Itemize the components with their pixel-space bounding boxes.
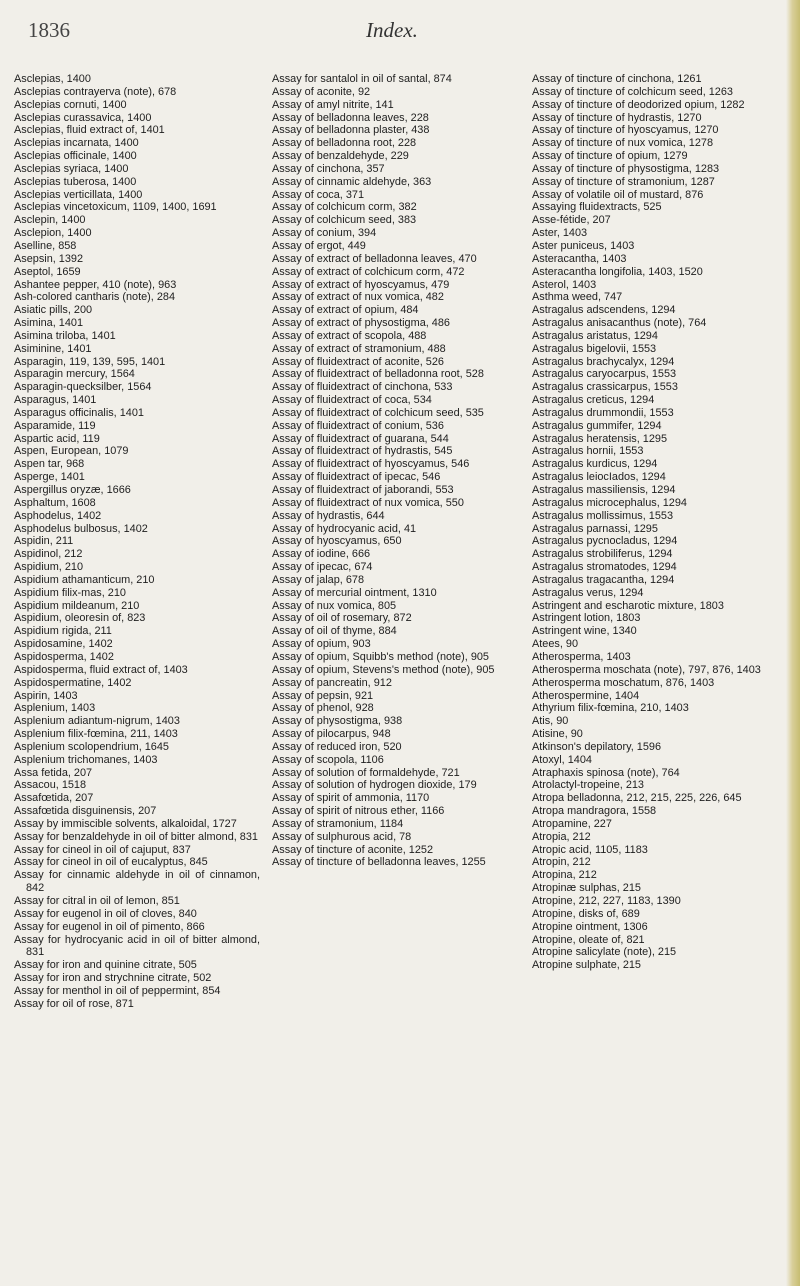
index-entry: Assay of hydrocyanic acid, 41 (272, 522, 417, 535)
index-entry: Assay of pancreatin, 912 (272, 676, 392, 689)
index-entry: Asimina triloba, 1401 (14, 329, 116, 342)
index-entry: Atropinæ sulphas, 215 (532, 882, 641, 895)
index-entry: Assay of fluidextract of cinchona, 533 (272, 381, 453, 394)
index-entry: Assay for eugenol in oil of pimento, 866 (14, 920, 205, 933)
index-entry: Assay of fluidextract of conium, 536 (272, 419, 444, 432)
index-entry: Assay of tincture of opium, 1279 (532, 150, 688, 163)
index-entry: Astringent and escharotic mixture, 1803 (532, 599, 724, 612)
index-entry: Astragalus crassicarpus, 1553 (532, 381, 678, 394)
index-entry: Astragalus anisacanthus (note), 764 (532, 317, 707, 330)
index-entry: Aspirin, 1403 (14, 689, 78, 702)
index-entry: Asplenium adiantum-nigrum, 1403 (14, 715, 180, 728)
index-entry: Astragalus gummifer, 1294 (532, 419, 662, 432)
index-entry: Assay of tincture of hyoscyamus, 1270 (532, 124, 719, 137)
index-entry: Asimina, 1401 (14, 317, 84, 330)
index-entry: Assay for cinnamic aldehyde in oil of cinnamon, 842 (14, 869, 260, 895)
index-entry: Astragalus pycnocladus, 1294 (532, 535, 678, 548)
index-entry: Asclepias, 1400 (14, 73, 91, 85)
index-entry: Astragalus microcephalus, 1294 (532, 496, 687, 509)
index-entry: Athyrium filix-fœmina, 210, 1403 (532, 702, 689, 715)
index-entry: Ash-colored cantharis (note), 284 (14, 291, 176, 304)
index-entry: Assay of cinchona, 357 (272, 162, 385, 175)
index-entry: Assay of tincture of hydrastis, 1270 (532, 111, 702, 124)
index-entry: Atherosperma, 1403 (532, 650, 631, 663)
index-entry: Astringent lotion, 1803 (532, 612, 641, 625)
index-entry: Assay of tincture of physostigma, 1283 (532, 162, 720, 175)
index-entry: Assay of scopola, 1106 (272, 753, 384, 766)
index-entry: Asthma weed, 747 (532, 291, 623, 304)
index-entry: Assay of opium, Squibb's method (note), 905 (272, 650, 489, 663)
index-entry: Assay of fluidextract of ipecac, 546 (272, 471, 441, 484)
index-entry: Assay of fluidextract of belladonna root, 528 (272, 368, 484, 381)
index-entry: Aspidosperma, fluid extract of, 1403 (14, 663, 188, 676)
index-entry: Astragalus brachycalyx, 1294 (532, 355, 675, 368)
index-entry: Aseptol, 1659 (14, 265, 81, 278)
index-entry: Assay of solution of formaldehyde, 721 (272, 766, 460, 779)
index-entry: Assay of ipecac, 674 (272, 561, 373, 574)
index-entry: Aspidium filix-mas, 210 (14, 586, 126, 599)
index-entry: Assay for menthol in oil of peppermint, 854 (14, 984, 221, 997)
index-entry: Atropin, 212 (532, 856, 591, 869)
index-entry: Assay for iron and strychnine citrate, 502 (14, 972, 212, 985)
index-entry: Asiminine, 1401 (14, 342, 92, 355)
index-entry: Asplenium filix-fœmina, 211, 1403 (14, 728, 178, 741)
index-entry: Assay of extract of belladonna leaves, 470 (272, 252, 477, 265)
index-entry: Assay of tincture of deodorized opium, 1282 (532, 98, 745, 111)
index-entry: Atherosperma moschatum, 876, 1403 (532, 676, 715, 689)
index-entry: Astragalus heratensis, 1295 (532, 432, 668, 445)
index-entry: Atropamine, 227 (532, 817, 612, 830)
index-entry: Atherosperma moschata (note), 797, 876, 1403 (532, 663, 761, 676)
index-entry: Assay for benzaldehyde in oil of bitter almond, 831 (14, 830, 258, 843)
index-entry: Assay of mercurial ointment, 1310 (272, 586, 437, 599)
index-entry: Asphaltum, 1608 (14, 496, 96, 509)
index-entry: Aspidium rigida, 211 (14, 625, 112, 638)
index-entry: Assay of fluidextract of colchicum seed, 535 (272, 406, 484, 419)
index-entry: Atropine, disks of, 689 (532, 907, 640, 920)
index-entry: Assay of hydrastis, 644 (272, 509, 385, 522)
index-entry: Asparagus, 1401 (14, 394, 97, 407)
index-entry: Assay of belladonna plaster, 438 (272, 124, 430, 137)
index-entry: Asperge, 1401 (14, 471, 85, 484)
index-entry: Assay of oil of thyme, 884 (272, 625, 397, 638)
index-entry: Assay of fluidextract of hyoscyamus, 546 (272, 458, 470, 471)
index-entry: Asclepias vincetoxicum, 1109, 1400, 1691 (14, 201, 217, 214)
index-entry: Asclepin, 1400 (14, 214, 86, 227)
index-entry: Asclepias incarnata, 1400 (14, 137, 139, 150)
index-entry: Assay of extract of opium, 484 (272, 304, 419, 317)
index-entry: Assay of jalap, 678 (272, 573, 365, 586)
index-entry: Assay of belladonna root, 228 (272, 137, 417, 150)
index-entry: Atropic acid, 1105, 1183 (532, 843, 648, 856)
index-entry: Assay of amyl nitrite, 141 (272, 98, 394, 111)
index-column-3 (532, 73, 778, 972)
index-entry: Asparagin-quecksilber, 1564 (14, 381, 152, 394)
index-entry: Assay for iron and quinine citrate, 505 (14, 959, 197, 972)
index-entry: Astragalus parnassi, 1295 (532, 522, 658, 535)
index-entry: Asclepias cornuti, 1400 (14, 98, 127, 111)
index-entry: Assay of colchicum corm, 382 (272, 201, 417, 214)
index-entry: Aspidin, 211 (14, 535, 74, 548)
index-entry: Atropine, oleate of, 821 (532, 933, 645, 946)
index-entry: Atisine, 90 (532, 728, 583, 741)
index-entry: Assay of aconite, 92 (272, 85, 371, 98)
index-entry: Astragalus mollissimus, 1553 (532, 509, 674, 522)
index-entry: Assay for cineol in oil of cajuput, 837 (14, 843, 191, 856)
index-entry: Assay of stramonium, 1184 (272, 817, 404, 830)
index-entry: Aspidium athamanticum, 210 (14, 573, 155, 586)
index-entry: Assay of fluidextract of jaborandi, 553 (272, 484, 454, 496)
index-entry: Aspidinol, 212 (14, 548, 83, 561)
index-entry: Aspidospermatine, 1402 (14, 676, 132, 689)
index-entry: Atropa belladonna, 212, 215, 225, 226, 645 (532, 792, 742, 805)
index-entry: Asterol, 1403 (532, 278, 597, 291)
index-entry: Assay of colchicum seed, 383 (272, 214, 417, 227)
index-entry: Assay by immiscible solvents, alkaloidal, 1727 (14, 817, 237, 830)
index-entry: Aspidium, oleoresin of, 823 (14, 612, 146, 625)
index-entry: Assay of phenol, 928 (272, 702, 374, 715)
index-entry: Assay of spirit of ammonia, 1170 (272, 792, 430, 805)
index-entry: Aspen tar, 968 (14, 458, 85, 471)
index-entry: Astragalus hornii, 1553 (532, 445, 644, 458)
index-entry: Assay of conium, 394 (272, 227, 377, 240)
index-entry: Assay of benzaldehyde, 229 (272, 150, 409, 163)
index-entry: Aspen, European, 1079 (14, 445, 129, 458)
index-entry: Atees, 90 (532, 638, 579, 651)
index-entry: Assay of pilocarpus, 948 (272, 728, 391, 741)
index-entry: Astragalus strobiliferus, 1294 (532, 548, 673, 561)
index-entry: Assay of oil of rosemary, 872 (272, 612, 412, 625)
index-entry: Atoxyl, 1404 (532, 753, 592, 766)
index-entry: Assay of volatile oil of mustard, 876 (532, 188, 704, 201)
index-entry: Astragalus kurdicus, 1294 (532, 458, 658, 471)
index-entry: Atis, 90 (532, 715, 569, 728)
index-entry: Assay of opium, 903 (272, 638, 371, 651)
index-entry: Aspidosamine, 1402 (14, 638, 113, 651)
index-entry: Assay of sulphurous acid, 78 (272, 830, 412, 843)
index-entry: Ashantee pepper, 410 (note), 963 (14, 278, 177, 291)
index-entry: Assacou, 1518 (14, 779, 87, 792)
index-entry: Assay of extract of colchicum corm, 472 (272, 265, 465, 278)
index-entry: Atropine, 212, 227, 1183, 1390 (532, 895, 681, 907)
index-entry: Assay of iodine, 666 (272, 548, 371, 561)
index-entry: Asphodelus bulbosus, 1402 (14, 522, 148, 535)
index-entry: Asplenium scolopendrium, 1645 (14, 740, 169, 753)
index-entry: Atraphaxis spinosa (note), 764 (532, 766, 680, 779)
index-entry: Assa fetida, 207 (14, 766, 93, 779)
index-column-2 (272, 73, 518, 869)
index-entry: Asplenium, 1403 (14, 702, 96, 715)
index-entry: Astragalus massiliensis, 1294 (532, 484, 676, 496)
index-entry: Assay of extract of hyoscyamus, 479 (272, 278, 450, 291)
index-entry: Assay of tincture of colchicum seed, 1263 (532, 85, 733, 98)
index-entry: Atherospermine, 1404 (532, 689, 640, 702)
index-entry: Aselline, 858 (14, 239, 77, 252)
index-entry: Assay of physostigma, 938 (272, 715, 403, 728)
page-header (0, 0, 800, 56)
index-entry: Asteracantha longifolia, 1403, 1520 (532, 265, 703, 278)
index-entry: Assay for cineol in oil of eucalyptus, 845 (14, 856, 208, 869)
index-entry: Assay for santalol in oil of santal, 874 (272, 73, 452, 85)
index-entry: Assay for eugenol in oil of cloves, 840 (14, 907, 197, 920)
page-number: 1836 (28, 18, 70, 42)
index-entry: Atropina, 212 (532, 869, 597, 882)
index-column-1 (14, 73, 260, 1011)
index-entry: Asclepias contrayerva (note), 678 (14, 85, 177, 98)
index-entry: Asclepias tuberosa, 1400 (14, 175, 137, 188)
index-entry: Asparagin, 119, 139, 595, 1401 (14, 355, 166, 368)
index-entry: Atropine ointment, 1306 (532, 920, 648, 933)
index-entry: Assay of extract of physostigma, 486 (272, 317, 450, 330)
index-entry: Assay of nux vomica, 805 (272, 599, 397, 612)
index-entry: Assay of tincture of cinchona, 1261 (532, 73, 702, 85)
index-entry: Assay of ergot, 449 (272, 239, 366, 252)
index-entry: Assay of belladonna leaves, 228 (272, 111, 429, 124)
index-entry: Assay for oil of rose, 871 (14, 997, 134, 1010)
index-entry: Aster, 1403 (532, 227, 588, 240)
index-entry: Atropine sulphate, 215 (532, 959, 641, 972)
index-entry: Aspergillus oryzæ, 1666 (14, 484, 131, 496)
index-entry: Assay of fluidextract of nux vomica, 550 (272, 496, 464, 509)
index-entry: Asparagin mercury, 1564 (14, 368, 135, 381)
index-entry: Astragalus drummondii, 1553 (532, 406, 674, 419)
index-entry: Assay of spirit of nitrous ether, 1166 (272, 805, 445, 818)
index-entry: Assafœtida disguinensis, 207 (14, 805, 157, 818)
index-entry: Asclepias syriaca, 1400 (14, 162, 129, 175)
index-entry: Asiatic pills, 200 (14, 304, 93, 317)
index-entry: Asclepias curassavica, 1400 (14, 111, 152, 124)
index-entry: Assafœtida, 207 (14, 792, 94, 805)
index-entry: Atropine salicylate (note), 215 (532, 946, 677, 959)
index-entry: Aster puniceus, 1403 (532, 239, 635, 252)
index-entry: Asphodelus, 1402 (14, 509, 102, 522)
index-entry: Astragalus aristatus, 1294 (532, 329, 658, 342)
index-entry: Assay for citral in oil of lemon, 851 (14, 895, 180, 907)
index-entry: Assay of tincture of nux vomica, 1278 (532, 137, 713, 150)
index-entry: Assay of pepsin, 921 (272, 689, 374, 702)
index-entry: Astragalus adscendens, 1294 (532, 304, 676, 317)
index-entry: Assay of extract of nux vomica, 482 (272, 291, 444, 304)
index-entry: Assay of fluidextract of guarana, 544 (272, 432, 449, 445)
index-entry: Astragalus leiocIados, 1294 (532, 471, 666, 484)
index-entry: Asse-fétide, 207 (532, 214, 611, 227)
index-entry: Assay of extract of stramonium, 488 (272, 342, 446, 355)
index-entry: Assay of cinnamic aldehyde, 363 (272, 175, 432, 188)
index-entry: Asparamide, 119 (14, 419, 96, 432)
index-entry: Assay of coca, 371 (272, 188, 365, 201)
index-entry: Assay for hydrocyanic acid in oil of bitter almond, 831 (14, 933, 260, 959)
index-entry: Astringent wine, 1340 (532, 625, 637, 638)
index-entry: Assay of hyoscyamus, 650 (272, 535, 402, 548)
index-entry: Atropa mandragora, 1558 (532, 805, 657, 818)
index-entry: Aspartic acid, 119 (14, 432, 100, 445)
index-entry: Asplenium trichomanes, 1403 (14, 753, 158, 766)
index-entry: Assay of reduced iron, 520 (272, 740, 402, 753)
index-entry: Astragalus stromatodes, 1294 (532, 561, 677, 574)
index-entry: Assay of tincture of aconite, 1252 (272, 843, 434, 856)
index-entry: Assay of solution of hydrogen dioxide, 179 (272, 779, 477, 792)
index-entry: Assay of opium, Stevens's method (note), 905 (272, 663, 495, 676)
index-entry: Atropia, 212 (532, 830, 591, 843)
index-entry: Astragalus creticus, 1294 (532, 394, 655, 407)
page-title: Index. (366, 18, 418, 42)
index-entry: Astragalus tragacantha, 1294 (532, 573, 675, 586)
index-entry: Asteracantha, 1403 (532, 252, 627, 265)
index-entry: Astragalus caryocarpus, 1553 (532, 368, 677, 381)
index-entry: Assay of tincture of stramonium, 1287 (532, 175, 715, 188)
index-entry: Asclepion, 1400 (14, 227, 92, 240)
index-entry: Asclepias verticillata, 1400 (14, 188, 143, 201)
index-entry: Assay of fluidextract of hydrastis, 545 (272, 445, 453, 458)
index-entry: Asclepias, fluid extract of, 1401 (14, 124, 165, 137)
index-entry: Asparagus officinalis, 1401 (14, 406, 144, 419)
index-entry: Aspidosperma, 1402 (14, 650, 114, 663)
index-entry: Assay of extract of scopola, 488 (272, 329, 427, 342)
index-entry: Atkinson's depilatory, 1596 (532, 740, 662, 753)
index-entry: Assay of tincture of belladonna leaves, 1255 (272, 856, 486, 869)
index-entry: Asclepias officinale, 1400 (14, 150, 137, 163)
index-entry: Astragalus bigelovii, 1553 (532, 342, 657, 355)
index-entry: Atrolactyl-tropeine, 213 (532, 779, 644, 792)
index-entry: Assaying fluidextracts, 525 (532, 201, 662, 214)
index-entry: Aspidium, 210 (14, 561, 84, 574)
index-entry: Assay of fluidextract of aconite, 526 (272, 355, 444, 368)
index-entry: Aspidium mildeanum, 210 (14, 599, 140, 612)
index-entry: Astragalus verus, 1294 (532, 586, 644, 599)
page-edge (786, 0, 800, 1286)
index-entry: Assay of fluidextract of coca, 534 (272, 394, 432, 407)
index-entry: Asepsin, 1392 (14, 252, 84, 265)
